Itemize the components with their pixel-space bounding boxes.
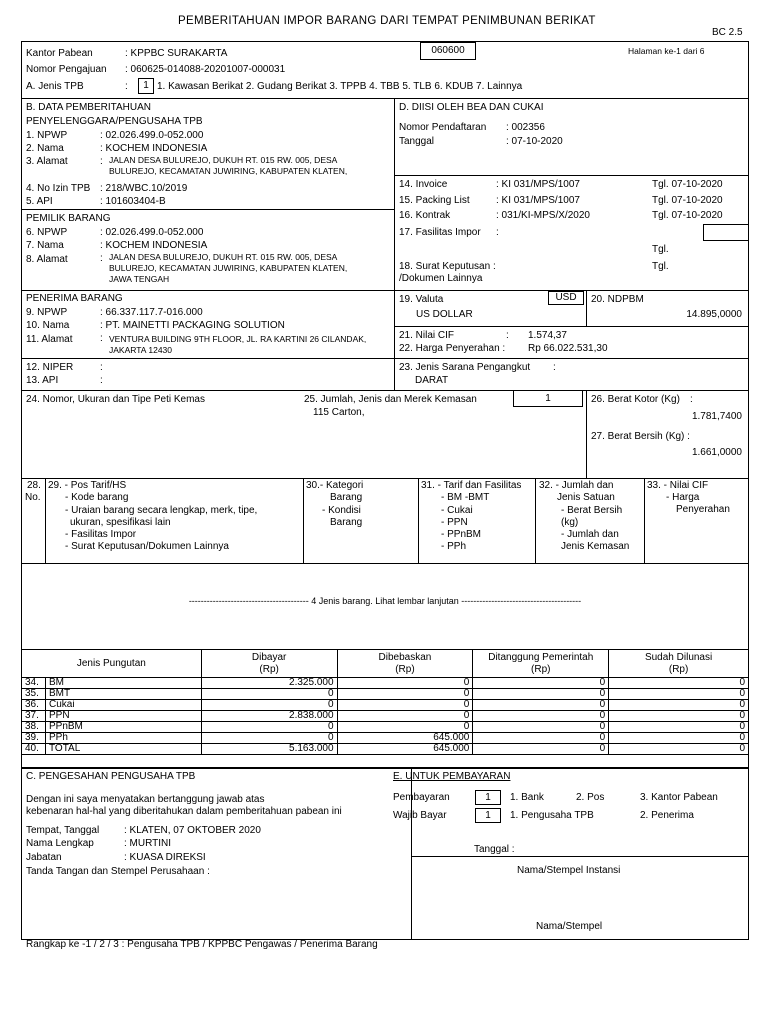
alamat11-line2: JAKARTA 12430 bbox=[109, 345, 173, 355]
jenis-tpb-box: 1 bbox=[138, 78, 154, 94]
nama10-label: 10. Nama bbox=[26, 320, 70, 331]
divider bbox=[303, 478, 304, 563]
wajib-bayar-label: Wajib Bayar bbox=[393, 810, 447, 821]
pungutan-row bbox=[22, 678, 749, 689]
divider bbox=[644, 478, 645, 563]
col30-line: 30.- Kategori bbox=[306, 480, 364, 491]
form-title: PEMBERITAHUAN IMPOR BARANG DARI TEMPAT PENIMBUNAN BERIKAT bbox=[178, 15, 596, 27]
alamat3-line1: JALAN DESA BULUREJO, DUKUH RT. 015 RW. 005, DESA bbox=[109, 155, 338, 165]
packing-label: 15. Packing List bbox=[399, 195, 470, 206]
pungutan-header-dibebaskan: Dibebaskan (Rp) bbox=[337, 650, 473, 678]
sarana-colon: : bbox=[553, 362, 556, 373]
npwp6-label: 6. NPWP bbox=[26, 227, 68, 238]
col33-line: 33. - Nilai CIF bbox=[647, 480, 709, 491]
section-b-title: B. DATA PEMBERITAHUAN bbox=[26, 102, 152, 113]
tanggal-label: Tanggal bbox=[399, 136, 435, 147]
pungutan-cell-ditanggung: 0 bbox=[473, 722, 609, 733]
nama-lengkap-label: Nama Lengkap bbox=[26, 838, 94, 849]
wajib-opt1: 1. Pengusaha TPB bbox=[510, 810, 594, 821]
nama10-value: : PT. MAINETTI PACKAGING SOLUTION bbox=[100, 320, 285, 331]
pungutan-cell-dilunasi: 0 bbox=[609, 722, 749, 733]
col30-line: Barang bbox=[330, 517, 363, 528]
pungutan-cell-dilunasi: 0 bbox=[609, 733, 749, 744]
npwp1-value: : 02.026.499.0-052.000 bbox=[100, 130, 204, 141]
col31-line: - PPN bbox=[441, 517, 468, 528]
nama7-label: 7. Nama bbox=[26, 240, 64, 251]
pungutan-cell-dibebaskan: 645.000 bbox=[337, 744, 473, 755]
pungutan-row bbox=[22, 722, 749, 733]
pungutan-cell-ditanggung: 0 bbox=[473, 711, 609, 722]
pungutan-cell-dibayar: 5.163.000 bbox=[201, 744, 337, 755]
penyelenggara-heading: PENYELENGGARA/PENGUSAHA TPB bbox=[26, 116, 203, 127]
niper-colon: : bbox=[100, 362, 103, 373]
col32-line: Jenis Kemasan bbox=[561, 541, 630, 552]
pembayaran-label: Pembayaran bbox=[393, 792, 450, 803]
pemilik-heading: PEMILIK BARANG bbox=[26, 213, 111, 224]
divider bbox=[586, 390, 587, 478]
pembayaran-opt1: 1. Bank bbox=[510, 792, 544, 803]
pungutan-header-dibayar: Dibayar (Rp) bbox=[201, 650, 337, 678]
col32-line: 32. - Jumlah dan bbox=[539, 480, 614, 491]
section-e-title: E. UNTUK PEMBAYARAN bbox=[393, 771, 511, 782]
valuta-label: 19. Valuta bbox=[399, 294, 444, 305]
berat-kotor-colon: : bbox=[690, 394, 693, 405]
col28-b: No. bbox=[25, 492, 41, 503]
col31-line: - Cukai bbox=[441, 505, 473, 516]
api13-colon: : bbox=[100, 375, 103, 386]
pungutan-cell-no: 39. bbox=[22, 733, 46, 744]
col29-line: ukuran, spesifikasi lain bbox=[70, 517, 171, 528]
cif-value: 1.574,37 bbox=[528, 330, 567, 341]
kemasan-label: 25. Jumlah, Jenis dan Merek Kemasan bbox=[304, 394, 477, 405]
pungutan-cell-dibayar: 2.325.000 bbox=[201, 678, 337, 689]
pungutan-cell-no: 38. bbox=[22, 722, 46, 733]
col30-line: Barang bbox=[330, 492, 363, 503]
col31-line: - PPh bbox=[441, 541, 467, 552]
nama-lengkap-value: : MURTINI bbox=[124, 838, 172, 849]
harga-label: 22. Harga Penyerahan : bbox=[399, 343, 506, 354]
alamat3-label: 3. Alamat bbox=[26, 156, 68, 167]
jenis-tpb-label: A. Jenis TPB bbox=[26, 81, 84, 92]
pungutan-cell-dilunasi: 0 bbox=[609, 711, 749, 722]
pungutan-cell-dilunasi: 0 bbox=[609, 744, 749, 755]
jenis-tpb-colon: : bbox=[125, 81, 128, 92]
penerima-heading: PENERIMA BARANG bbox=[26, 293, 123, 304]
pungutan-cell-dibebaskan: 0 bbox=[337, 711, 473, 722]
divider bbox=[21, 390, 749, 391]
office-code-box: 060600 bbox=[420, 42, 476, 60]
pungutan-cell-no: 37. bbox=[22, 711, 46, 722]
pungutan-cell-ditanggung: 0 bbox=[473, 733, 609, 744]
pungutan-cell-no: 34. bbox=[22, 678, 46, 689]
sarana-label: 23. Jenis Sarana Pengangkut bbox=[399, 362, 531, 373]
jenis-tpb-options: 1. Kawasan Berikat 2. Gudang Berikat 3. TPPB 4. TBB 5. TLB 6. KDUB 7. Lainnya bbox=[157, 81, 523, 92]
pungutan-cell-dibebaskan: 0 bbox=[337, 689, 473, 700]
pungutan-cell-dibebaskan: 0 bbox=[337, 678, 473, 689]
packing-date: Tgl. 07-10-2020 bbox=[652, 195, 723, 206]
alamat8-colon: : bbox=[100, 253, 103, 264]
ttd-label: Tanda Tangan dan Stempel Perusahaan : bbox=[26, 866, 210, 877]
pembayaran-opt3: 3. Kantor Pabean bbox=[640, 792, 718, 803]
pungutan-cell-dibayar: 0 bbox=[201, 689, 337, 700]
nama2-label: 2. Nama bbox=[26, 143, 64, 154]
sk-label-2: /Dokumen Lainnya bbox=[399, 273, 483, 284]
tanggal-value: : 07-10-2020 bbox=[506, 136, 563, 147]
col31-line: 31. - Tarif dan Fasilitas bbox=[421, 480, 522, 491]
pungutan-cell-jenis: PPN bbox=[45, 711, 201, 722]
berat-kotor-label: 26. Berat Kotor (Kg) bbox=[591, 394, 680, 405]
section-d-title: D. DIISI OLEH BEA DAN CUKAI bbox=[399, 102, 544, 113]
alamat8-line1: JALAN DESA BULUREJO, DUKUH RT. 015 RW. 005, DESA bbox=[109, 252, 338, 262]
alamat3-line2: BULUREJO, KECAMATAN JUWIRING, KABUPATEN KLATEN, bbox=[109, 166, 348, 176]
pungutan-cell-ditanggung: 0 bbox=[473, 689, 609, 700]
col28-a: 28. bbox=[27, 480, 41, 491]
kantor-label: Kantor Pabean bbox=[26, 48, 93, 59]
ndpbm-label: 20. NDPBM bbox=[591, 294, 644, 305]
divider bbox=[586, 291, 587, 326]
pungutan-row bbox=[22, 689, 749, 700]
valuta-name: US DOLLAR bbox=[416, 309, 473, 320]
nama-stempel-instansi: Nama/Stempel Instansi bbox=[517, 865, 621, 876]
col33-line: Penyerahan bbox=[676, 504, 730, 515]
divider bbox=[21, 98, 749, 99]
divider bbox=[21, 478, 749, 479]
api13-label: 13. API bbox=[26, 375, 59, 386]
col29-line: - Fasilitas Impor bbox=[65, 529, 137, 540]
section-c-title: C. PENGESAHAN PENGUSAHA TPB bbox=[26, 771, 196, 782]
sarana-value: DARAT bbox=[415, 375, 449, 386]
pungutan-row bbox=[22, 711, 749, 722]
packing-value: : KI 031/MPS/1007 bbox=[496, 195, 580, 206]
page-info: Halaman ke-1 dari 6 bbox=[628, 46, 705, 56]
izin-value: : 218/WBC.10/2019 bbox=[100, 183, 188, 194]
divider bbox=[21, 290, 749, 291]
nama7-value: : KOCHEM INDONESIA bbox=[100, 240, 208, 251]
kontrak-label: 16. Kontrak bbox=[399, 210, 451, 221]
api5-label: 5. API bbox=[26, 196, 53, 207]
sk-tgl: Tgl. bbox=[652, 261, 669, 272]
pungutan-cell-dibebaskan: 0 bbox=[337, 722, 473, 733]
npwp9-value: : 66.337.117.7-016.000 bbox=[100, 307, 203, 318]
alamat8-line3: JAWA TENGAH bbox=[109, 274, 170, 284]
col31-line: - BM -BMT bbox=[441, 492, 490, 503]
izin-label: 4. No Izin TPB bbox=[26, 183, 91, 194]
invoice-date: Tgl. 07-10-2020 bbox=[652, 179, 723, 190]
peti-kemas-label: 24. Nomor, Ukuran dan Tipe Peti Kemas bbox=[26, 394, 205, 405]
pungutan-cell-no: 36. bbox=[22, 700, 46, 711]
col29-line: 29. - Pos Tarif/HS bbox=[48, 480, 127, 491]
pungutan-header-dilunasi: Sudah Dilunasi (Rp) bbox=[609, 650, 749, 678]
divider bbox=[394, 326, 749, 327]
pungutan-header-ditanggung: Ditanggung Pemerintah (Rp) bbox=[473, 650, 609, 678]
api5-value: : 101603404-B bbox=[100, 196, 166, 207]
divider bbox=[394, 98, 395, 390]
col33-line: - Harga bbox=[666, 492, 700, 503]
invoice-label: 14. Invoice bbox=[399, 179, 448, 190]
pungutan-cell-dibayar: 0 bbox=[201, 733, 337, 744]
pembayaran-box: 1 bbox=[475, 790, 501, 805]
pembayaran-opt2: 2. Pos bbox=[576, 792, 605, 803]
col32-line: Jenis Satuan bbox=[557, 492, 615, 503]
nama-stempel: Nama/Stempel bbox=[536, 921, 603, 932]
pungutan-cell-ditanggung: 0 bbox=[473, 700, 609, 711]
kemasan-jumlah-box: 1 bbox=[513, 390, 583, 407]
divider bbox=[21, 209, 394, 210]
harga-value: Rp 66.022.531,30 bbox=[528, 343, 608, 354]
divider bbox=[394, 358, 749, 359]
nopend-label: Nomor Pendaftaran bbox=[399, 122, 487, 133]
tempat-value: : KLATEN, 07 OKTOBER 2020 bbox=[124, 825, 261, 836]
divider bbox=[394, 175, 749, 176]
statement-line2: kebenaran hal-hal yang diberitahukan dalam pemberitahuan pabean ini bbox=[26, 806, 342, 817]
invoice-value: : KI 031/MPS/1007 bbox=[496, 179, 580, 190]
pungutan-cell-dibayar: 0 bbox=[201, 722, 337, 733]
col30-line: - Kondisi bbox=[322, 505, 361, 516]
pungutan-cell-no: 35. bbox=[22, 689, 46, 700]
pungutan-cell-ditanggung: 0 bbox=[473, 678, 609, 689]
nomor-label: Nomor Pengajuan bbox=[26, 64, 107, 75]
pungutan-cell-dilunasi: 0 bbox=[609, 678, 749, 689]
berat-bersih-label: 27. Berat Bersih (Kg) : bbox=[591, 431, 690, 442]
pungutan-cell-ditanggung: 0 bbox=[473, 744, 609, 755]
wajib-opt2: 2. Penerima bbox=[640, 810, 694, 821]
divider bbox=[45, 478, 46, 563]
pungutan-row bbox=[22, 700, 749, 711]
kontrak-date: Tgl. 07-10-2020 bbox=[652, 210, 723, 221]
nomor-value: : 060625-014088-20201007-000031 bbox=[125, 64, 286, 75]
npwp6-value: : 02.026.499.0-052.000 bbox=[100, 227, 204, 238]
niper-label: 12. NIPER bbox=[26, 362, 74, 373]
pungutan-cell-jenis: BMT bbox=[45, 689, 201, 700]
fasilitas-colon: : bbox=[496, 227, 499, 238]
pungutan-table bbox=[21, 649, 749, 755]
pungutan-row bbox=[22, 733, 749, 744]
pungutan-cell-jenis: BM bbox=[45, 678, 201, 689]
pungutan-header-jenis: Jenis Pungutan bbox=[22, 650, 202, 678]
col32-line: - Jumlah dan bbox=[561, 529, 619, 540]
statement-line1: Dengan ini saya menyatakan bertanggung jawab atas bbox=[26, 794, 265, 805]
cif-label: 21. Nilai CIF bbox=[399, 330, 455, 341]
jabatan-value: : KUASA DIREKSI bbox=[124, 852, 206, 863]
ndpbm-value: 14.895,0000 bbox=[686, 309, 742, 320]
divider bbox=[21, 563, 749, 564]
pungutan-cell-dilunasi: 0 bbox=[609, 700, 749, 711]
pungutan-cell-jenis: TOTAL bbox=[45, 744, 201, 755]
berat-kotor-value: 1.781,7400 bbox=[691, 411, 742, 422]
pungutan-cell-jenis: Cukai bbox=[45, 700, 201, 711]
alamat11-label: 11. Alamat bbox=[26, 334, 73, 345]
alamat11-line1: VENTURA BUILDING 9TH FLOOR, JL. RA KARTINI 26 CILANDAK, bbox=[109, 334, 367, 344]
fasilitas-box bbox=[703, 224, 749, 241]
pungutan-cell-dibayar: 0 bbox=[201, 700, 337, 711]
continuation-note: ---------------------------------------- 4 Jenis barang. Lihat lembar lanjutan ---------------------------------------- bbox=[188, 596, 582, 606]
divider bbox=[535, 478, 536, 563]
kontrak-value: : 031/KI-MPS/X/2020 bbox=[496, 210, 590, 221]
fasilitas-label: 17. Fasilitas Impor bbox=[399, 227, 481, 238]
tempat-label: Tempat, Tanggal bbox=[26, 825, 100, 836]
npwp9-label: 9. NPWP bbox=[26, 307, 68, 318]
pungutan-cell-dibayar: 2.838.000 bbox=[201, 711, 337, 722]
pungutan-cell-dilunasi: 0 bbox=[609, 689, 749, 700]
alamat3-colon: : bbox=[100, 156, 103, 167]
pungutan-cell-jenis: PPh bbox=[45, 733, 201, 744]
npwp1-label: 1. NPWP bbox=[26, 130, 68, 141]
col29-line: - Surat Keputusan/Dokumen Lainnya bbox=[65, 541, 229, 552]
e-tanggal-label: Tanggal : bbox=[474, 844, 515, 855]
alamat8-label: 8. Alamat bbox=[26, 254, 68, 265]
alamat8-line2: BULUREJO, KECAMATAN JUWIRING, KABUPATEN KLATEN, bbox=[109, 263, 348, 273]
kantor-value: : KPPBC SURAKARTA bbox=[125, 48, 228, 59]
valuta-code-box: USD bbox=[548, 291, 584, 305]
col32-line: - Berat Bersih bbox=[561, 505, 623, 516]
col29-line: - Kode barang bbox=[65, 492, 129, 503]
col31-line: - PPnBM bbox=[441, 529, 482, 540]
nama2-value: : KOCHEM INDONESIA bbox=[100, 143, 208, 154]
divider bbox=[418, 478, 419, 563]
wajib-bayar-box: 1 bbox=[475, 808, 501, 823]
nopend-value: : 002356 bbox=[506, 122, 545, 133]
col32-line: (kg) bbox=[561, 517, 579, 528]
col29-line: - Uraian barang secara lengkap, merk, tipe, bbox=[65, 505, 258, 516]
fasilitas-tgl: Tgl. bbox=[652, 244, 669, 255]
divider bbox=[411, 856, 749, 857]
form-code: BC 2.5 bbox=[712, 27, 743, 38]
berat-bersih-value: 1.661,0000 bbox=[691, 447, 742, 458]
pungutan-cell-no: 40. bbox=[22, 744, 46, 755]
pungutan-cell-jenis: PPnBM bbox=[45, 722, 201, 733]
kemasan-jumlah: 115 Carton, bbox=[313, 407, 365, 418]
alamat11-colon: : bbox=[100, 333, 103, 344]
pungutan-cell-dibebaskan: 645.000 bbox=[337, 733, 473, 744]
sk-label: 18. Surat Keputusan : bbox=[399, 261, 496, 272]
pungutan-row bbox=[22, 744, 749, 755]
pungutan-cell-dibebaskan: 0 bbox=[337, 700, 473, 711]
jabatan-label: Jabatan bbox=[26, 852, 62, 863]
rangkap-note: Rangkap ke -1 / 2 / 3 : Pengusaha TPB / KPPBC Pengawas / Penerima Barang bbox=[26, 939, 378, 950]
divider bbox=[21, 358, 394, 359]
cif-colon: : bbox=[506, 330, 509, 341]
